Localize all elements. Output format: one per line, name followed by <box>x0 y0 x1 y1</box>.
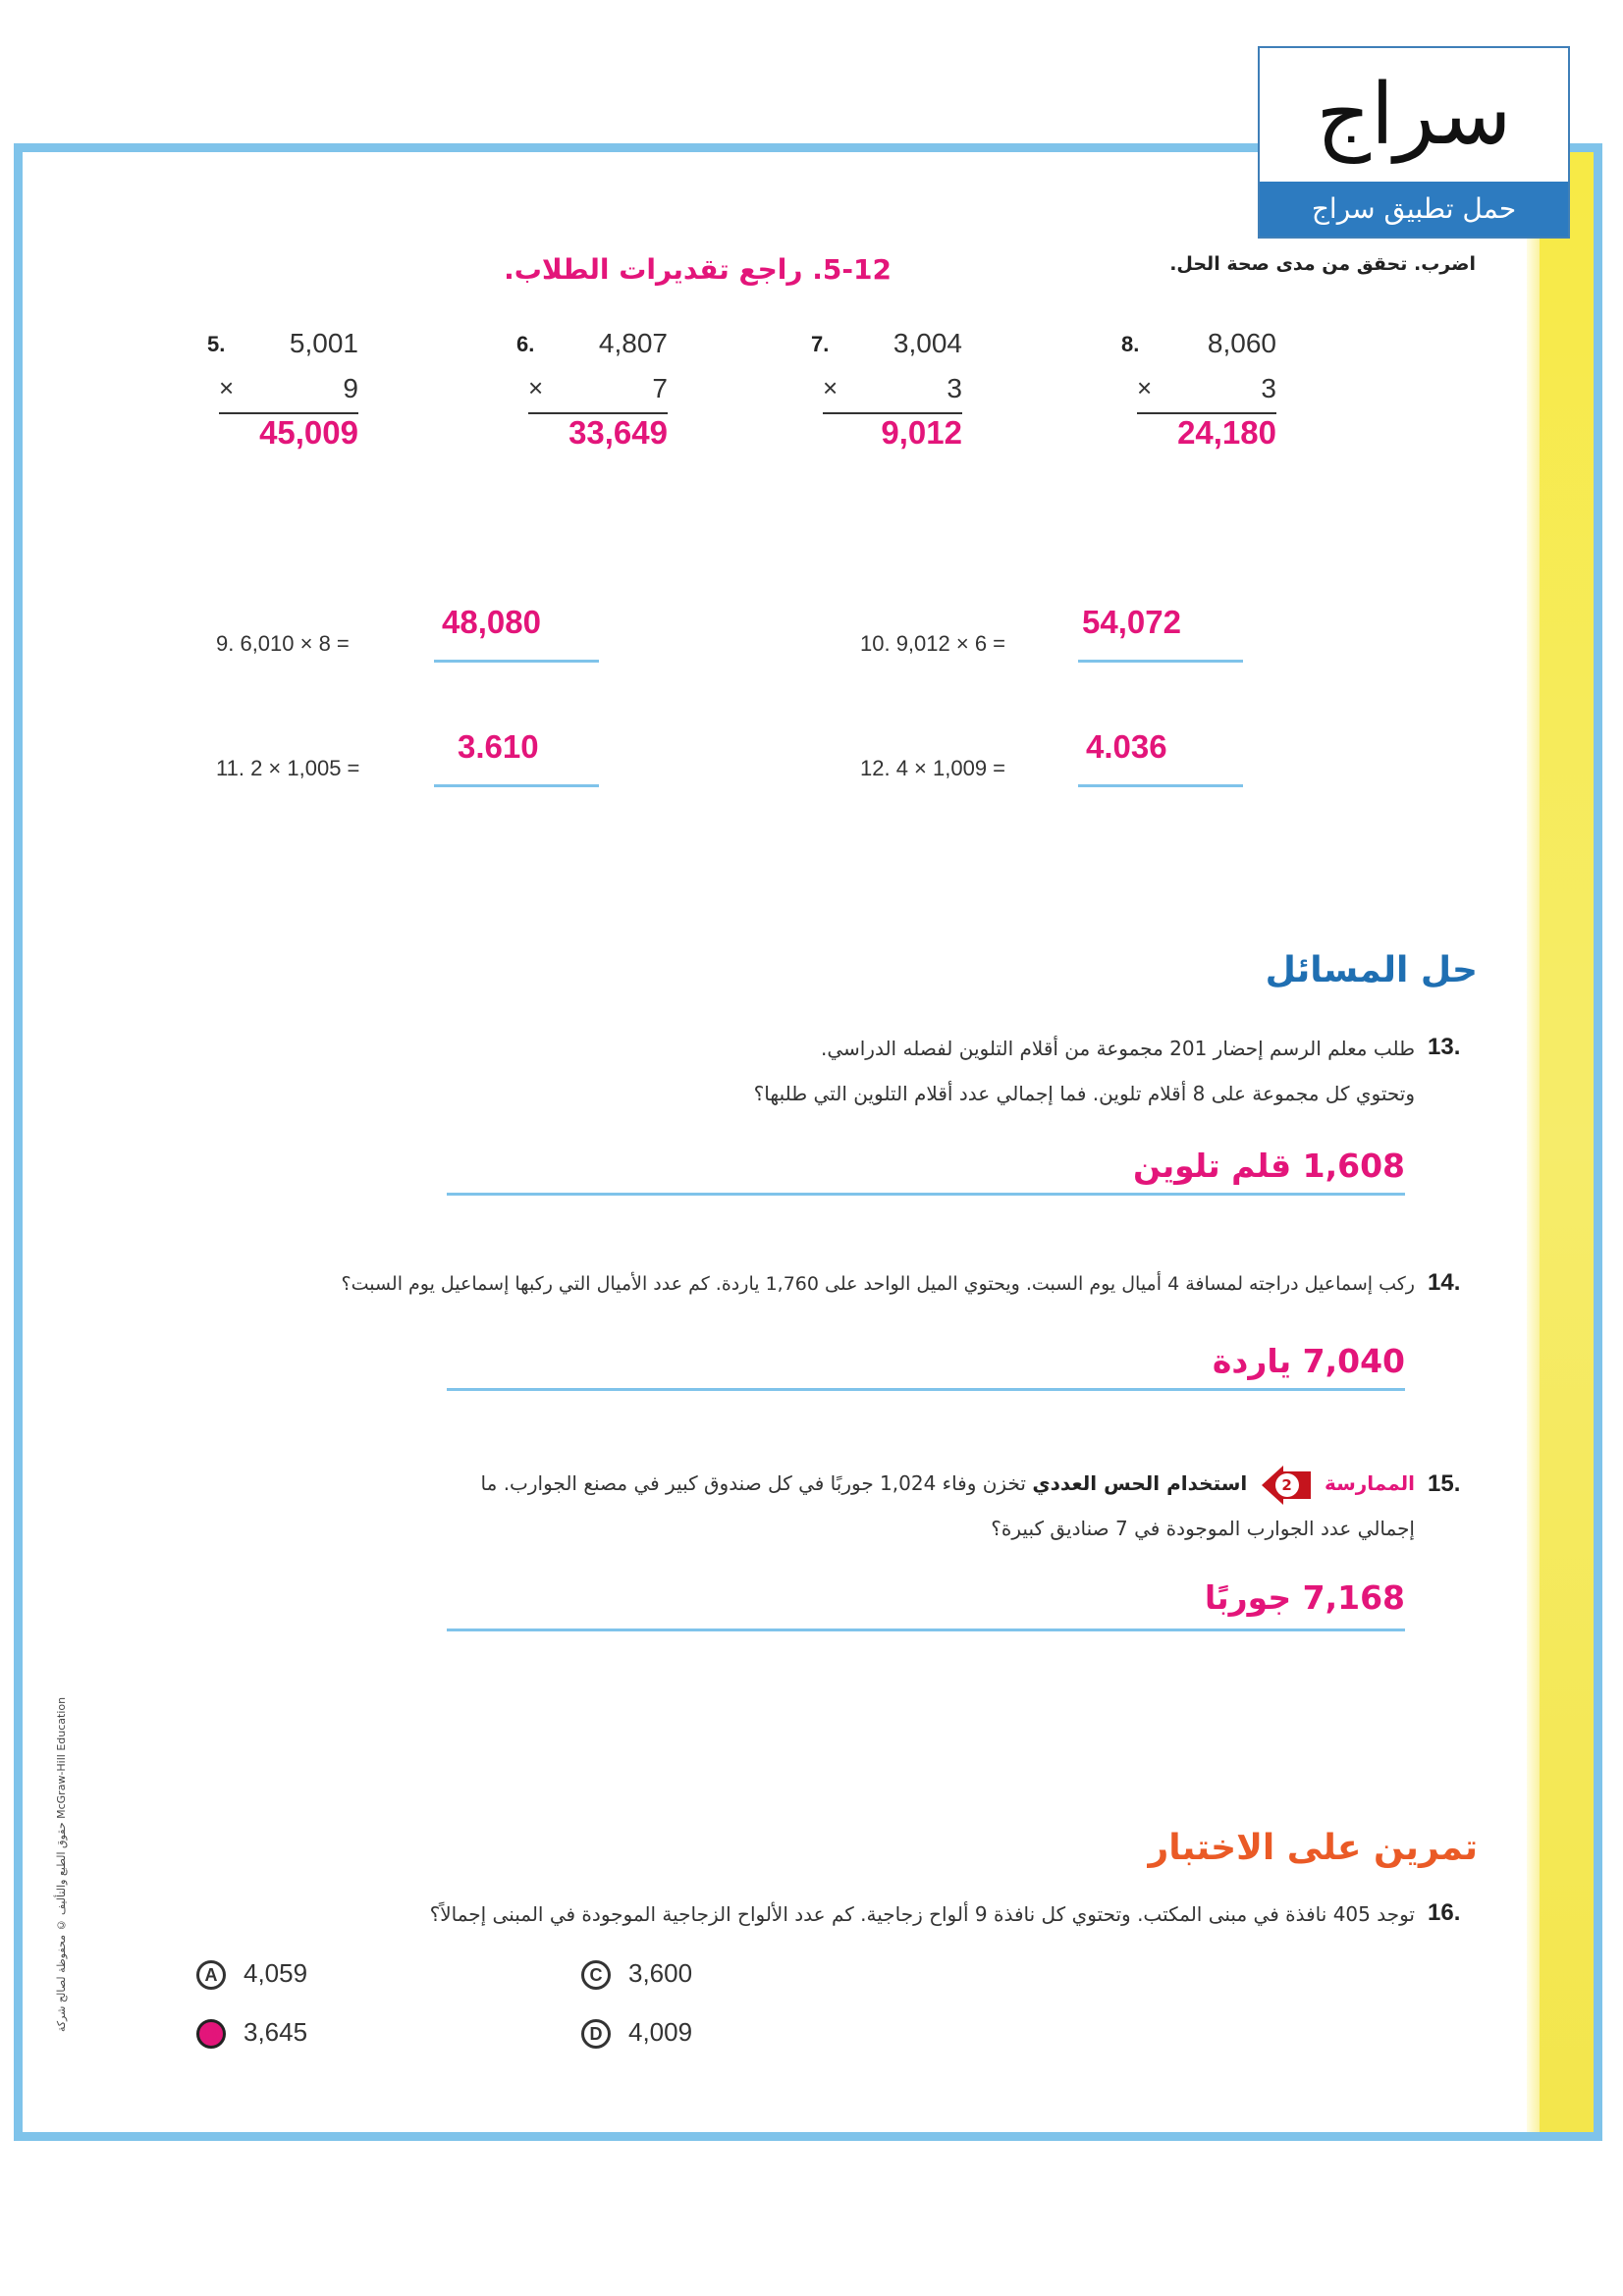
option-b[interactable] <box>196 2017 307 2049</box>
multiplier: 9 <box>343 373 358 403</box>
logo-wordmark: سراج <box>1316 66 1512 164</box>
logo-tagline: حمل تطبيق سراج <box>1260 182 1568 237</box>
multiplicand: 3,004 <box>893 328 962 358</box>
option-d-value: 4,009 <box>628 2017 693 2047</box>
q13-text <box>237 1026 1415 1116</box>
answer: 3.610 <box>458 728 539 765</box>
q14-number: 14. <box>1428 1269 1461 1296</box>
expression: 10. 9,012 × 6 = <box>860 631 1006 656</box>
q14-answer-line <box>447 1388 1405 1391</box>
siraj-logo[interactable] <box>1258 46 1570 239</box>
q15-line1-text: تخزن وفاء 1,024 جوربًا في كل صندوق كبير في مصنع الجوارب. ما <box>480 1471 1026 1495</box>
option-a-value: 4,059 <box>243 1958 308 1988</box>
problem-12 <box>860 728 1272 787</box>
option-c-value: 3,600 <box>628 1958 693 1988</box>
multiplier: 3 <box>947 373 962 403</box>
problem-10 <box>860 604 1272 663</box>
expression: 9. 6,010 × 8 = <box>216 631 350 656</box>
answer-line <box>1078 784 1243 787</box>
multiplicand: 4,807 <box>598 328 668 358</box>
section-title-problem-solving: حل المسائل <box>1265 950 1478 990</box>
multiplier: 7 <box>652 373 668 403</box>
badge-number: 2 <box>1275 1473 1299 1497</box>
option-d-bubble[interactable]: D <box>581 2019 611 2049</box>
copyright-notice: حقوق الطبع والتأليف © محفوظة لصالح شركة McGraw-Hill Education <box>55 1696 68 2032</box>
problem-5 <box>191 328 358 465</box>
option-d[interactable] <box>581 2017 692 2049</box>
answer-line <box>434 660 599 663</box>
option-a[interactable] <box>196 1958 307 1990</box>
q13-answer: 1,608 قلم تلوين <box>1133 1147 1405 1185</box>
q15-text <box>188 1461 1415 1551</box>
answer: 33,649 <box>568 414 668 451</box>
q15-line1 <box>188 1461 1415 1506</box>
practice-label: الممارسة <box>1324 1471 1415 1495</box>
times-sign: × <box>528 373 544 402</box>
answer: 24,180 <box>1177 414 1276 451</box>
times-sign: × <box>823 373 839 402</box>
instruction-text: اضرب. تحقق من مدى صحة الحل. <box>1169 253 1476 275</box>
answer-line <box>1078 660 1243 663</box>
problem-8 <box>1109 328 1276 465</box>
page-edge <box>1527 152 1540 2132</box>
expression: 12. 4 × 1,009 = <box>860 756 1006 780</box>
q14-line1: ركب إسماعيل دراجته لمسافة 4 أميال يوم السبت. ويحتوي الميل الواحد على 1,760 ياردة. كم عدد الأميال التي ركبها إسماعيل يوم السبت؟ <box>341 1273 1415 1295</box>
problem-number: 6. <box>516 332 535 356</box>
problem-7 <box>795 328 962 465</box>
problem-number: 5. <box>207 332 226 356</box>
multiplicand: 8,060 <box>1207 328 1276 358</box>
multiplier: 3 <box>1261 373 1276 403</box>
problem-6 <box>501 328 668 465</box>
multiplicand: 5,001 <box>289 328 358 358</box>
q13-line2: وتحتوي كل مجموعة على 8 أقلام تلوين. فما إجمالي عدد أقلام التلوين التي طلبها؟ <box>753 1082 1415 1105</box>
q13-number: 13. <box>1428 1034 1461 1060</box>
q13-answer-line <box>447 1193 1405 1196</box>
yellow-side-band <box>1540 152 1594 2132</box>
answer: 4.036 <box>1086 728 1167 765</box>
q14-answer: 7,040 ياردة <box>1212 1342 1405 1380</box>
section-title-test-practice: تمرين على الاختبار <box>1148 1828 1478 1868</box>
answer: 9,012 <box>881 414 962 451</box>
times-sign: × <box>1137 373 1153 402</box>
problem-11 <box>216 728 609 787</box>
problem-9 <box>216 604 609 663</box>
option-b-bubble-selected[interactable]: B <box>196 2019 226 2049</box>
times-sign: × <box>219 373 235 402</box>
q13-line1: طلب معلم الرسم إحضار 201 مجموعة من أقلام التلوين لفصله الدراسي. <box>820 1037 1415 1060</box>
problem-number: 7. <box>811 332 830 356</box>
q15-answer-line <box>447 1629 1405 1631</box>
practice-skill: استخدام الحس العددي <box>1032 1471 1248 1495</box>
option-a-bubble[interactable]: A <box>196 1960 226 1990</box>
q16-text: توجد 405 نافذة في مبنى المكتب. وتحتوي كل نافذة 9 ألواح زجاجية. كم عدد الألواح الزجاجية الموجودة في المبنى إجمالاً؟ <box>429 1902 1415 1926</box>
option-c-bubble[interactable]: C <box>581 1960 611 1990</box>
practice-badge-icon <box>1262 1466 1311 1505</box>
answer-line <box>434 784 599 787</box>
answer: 45,009 <box>259 414 358 451</box>
q15-number: 15. <box>1428 1470 1461 1497</box>
problem-number: 8. <box>1121 332 1140 356</box>
expression: 11. 2 × 1,005 = <box>216 756 360 780</box>
answer: 54,072 <box>1082 604 1181 640</box>
option-c[interactable] <box>581 1958 692 1990</box>
answer-note-5-12: 5-12. راجع تقديرات الطلاب. <box>504 253 892 286</box>
answer: 48,080 <box>442 604 541 640</box>
q15-answer: 7,168 جوربًا <box>1204 1578 1405 1617</box>
q16-number: 16. <box>1428 1899 1461 1926</box>
q15-line2: إجمالي عدد الجوارب الموجودة في 7 صناديق كبيرة؟ <box>991 1517 1415 1540</box>
option-b-value: 3,645 <box>243 2017 308 2047</box>
